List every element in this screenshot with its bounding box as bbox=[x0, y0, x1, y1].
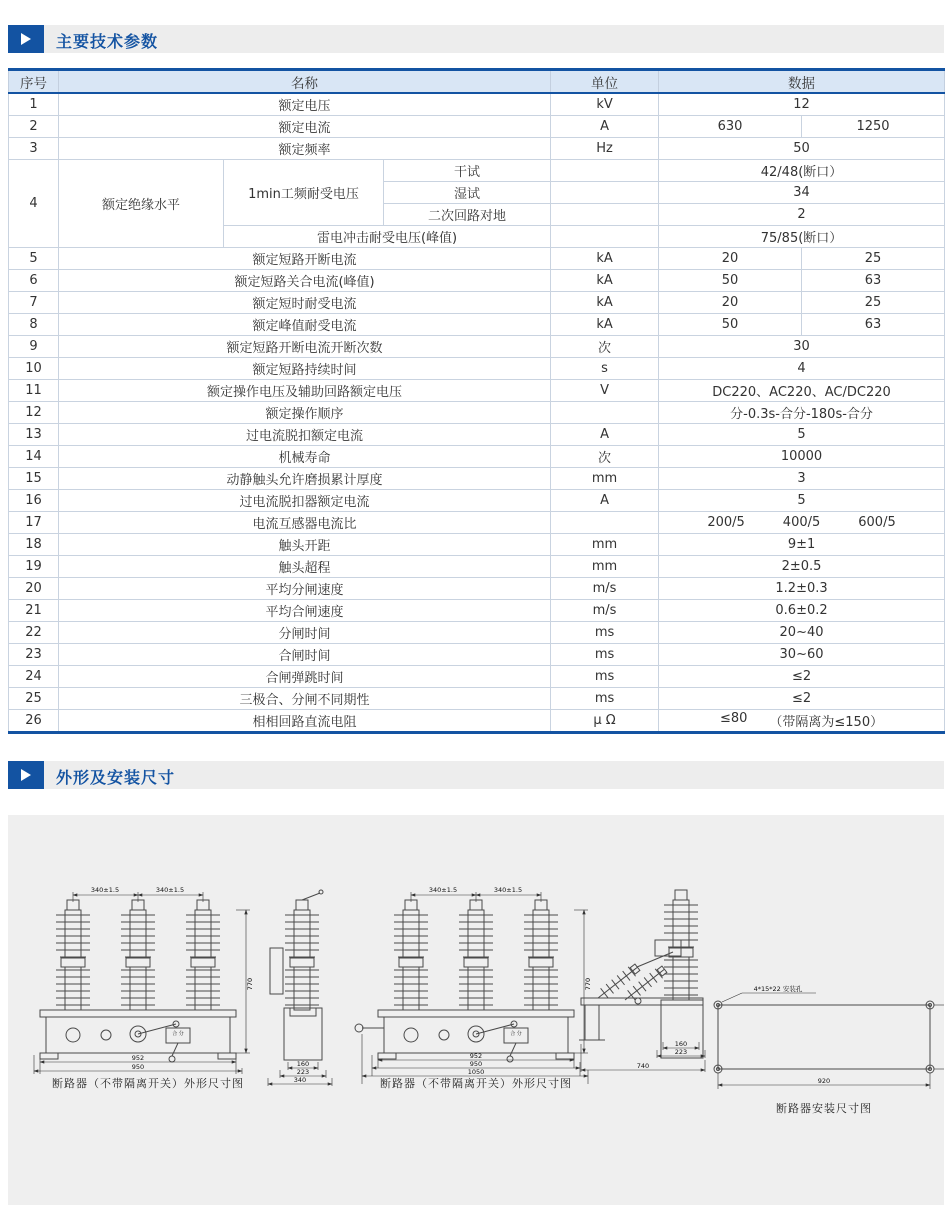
section-arrow-icon bbox=[8, 761, 44, 789]
cell-data-2: 25 bbox=[802, 248, 945, 270]
cell-data: 42/48(断口） bbox=[659, 160, 945, 182]
cell-no: 17 bbox=[9, 512, 59, 534]
insulator bbox=[186, 900, 220, 1010]
cell-data bbox=[659, 512, 945, 534]
table-row bbox=[9, 688, 945, 710]
cell-name: 额定短时耐受电流 bbox=[59, 292, 551, 314]
cell-name: 相相回路直流电阻 bbox=[59, 710, 551, 733]
cell-data-1: 20 bbox=[659, 292, 802, 314]
dim-label: 223 bbox=[674, 1048, 688, 1056]
cell-name: 额定峰值耐受电流 bbox=[59, 314, 551, 336]
dim-label-pole-spacing: 340±1.5 bbox=[90, 886, 120, 894]
cell-unit: kA bbox=[551, 248, 659, 270]
table-row bbox=[9, 358, 945, 380]
cell-data: 34 bbox=[659, 182, 945, 204]
dim-label-height: 770 bbox=[584, 977, 592, 991]
table-row bbox=[9, 600, 945, 622]
section-title: 主要技术参数 bbox=[56, 32, 159, 51]
cell-data: 1.2±0.3 bbox=[659, 578, 945, 600]
table-row bbox=[9, 160, 945, 182]
table-row bbox=[9, 336, 945, 358]
cell-name: 动静触头允许磨损累计厚度 bbox=[59, 468, 551, 490]
cell-no: 20 bbox=[9, 578, 59, 600]
drawing-front-view-2 bbox=[355, 886, 592, 1084]
cell-unit: A bbox=[551, 424, 659, 446]
table-row bbox=[9, 468, 945, 490]
cell-unit: s bbox=[551, 358, 659, 380]
table-row bbox=[9, 402, 945, 424]
cell-name: 额定短路持续时间 bbox=[59, 358, 551, 380]
cell-data: 9±1 bbox=[659, 534, 945, 556]
cell-name: 过电流脱扣器额定电流 bbox=[59, 490, 551, 512]
cell-no: 22 bbox=[9, 622, 59, 644]
dim-label: 340 bbox=[293, 1076, 307, 1084]
table-row bbox=[9, 138, 945, 160]
cell-no: 1 bbox=[9, 93, 59, 116]
insulator bbox=[394, 900, 428, 1010]
cell-name: 额定绝缘水平 bbox=[59, 160, 224, 248]
drawing-side-view-disconnector bbox=[579, 890, 705, 1072]
dim-label-width: 950 bbox=[469, 1060, 483, 1068]
ct-ratio-1: 200/5 bbox=[707, 515, 745, 530]
dimension-lines bbox=[581, 1040, 705, 1072]
dim-label: 740 bbox=[636, 1062, 650, 1070]
cell-unit: kA bbox=[551, 270, 659, 292]
cell-data: 5 bbox=[659, 490, 945, 512]
table-row bbox=[9, 380, 945, 402]
col-header-no: 序号 bbox=[9, 70, 59, 94]
cell-unit: m/s bbox=[551, 578, 659, 600]
cell-unit bbox=[551, 204, 659, 226]
mounting-hole-label: 4*15*22 安装孔 bbox=[753, 985, 803, 993]
dim-label-pole-spacing: 340±1.5 bbox=[155, 886, 185, 894]
table-row bbox=[9, 424, 945, 446]
cell-data: DC220、AC220、AC/DC220 bbox=[659, 380, 945, 402]
cell-data: 3 bbox=[659, 468, 945, 490]
table-row bbox=[9, 116, 945, 138]
section-header-dimensions bbox=[8, 761, 944, 789]
cell-unit: mm bbox=[551, 468, 659, 490]
indicator-label: 合 分 bbox=[510, 1031, 522, 1037]
cell-no: 24 bbox=[9, 666, 59, 688]
cell-name: 平均合闸速度 bbox=[59, 600, 551, 622]
cell-data: 2±0.5 bbox=[659, 556, 945, 578]
cell-name: 分闸时间 bbox=[59, 622, 551, 644]
disconnector-insulator bbox=[594, 962, 641, 1002]
col-header-data: 数据 bbox=[659, 70, 945, 94]
cell-name: 额定频率 bbox=[59, 138, 551, 160]
cell-name: 三极合、分闸不同期性 bbox=[59, 688, 551, 710]
col-header-name: 名称 bbox=[59, 70, 551, 94]
cell-name: 额定操作电压及辅助回路额定电压 bbox=[59, 380, 551, 402]
cell-no: 6 bbox=[9, 270, 59, 292]
cell-data-2: 25 bbox=[802, 292, 945, 314]
table-row bbox=[9, 556, 945, 578]
insulator bbox=[524, 900, 558, 1010]
drawing-caption-1: 断路器（不带隔离开关）外形尺寸图 bbox=[52, 1077, 244, 1090]
cell-subname-impulse: 雷电冲击耐受电压(峰值) bbox=[224, 226, 551, 248]
cell-subname-dry: 干试 bbox=[384, 160, 551, 182]
cell-data: 30 bbox=[659, 336, 945, 358]
table-header-row bbox=[9, 70, 945, 94]
cell-unit: 次 bbox=[551, 446, 659, 468]
cell-subname-powerfreq: 1min工频耐受电压 bbox=[224, 160, 384, 226]
cell-no: 15 bbox=[9, 468, 59, 490]
table-row bbox=[9, 512, 945, 534]
cell-data-2: 63 bbox=[802, 270, 945, 292]
dimension-drawings bbox=[8, 815, 944, 1205]
drawing-caption-3: 断路器安装尺寸图 bbox=[776, 1102, 872, 1115]
indicator-label: 合 分 bbox=[172, 1031, 184, 1037]
section-header-parameters bbox=[8, 25, 944, 53]
dim-label-width: 950 bbox=[131, 1063, 145, 1071]
cell-name: 额定短路开断电流 bbox=[59, 248, 551, 270]
cell-unit bbox=[551, 160, 659, 182]
dim-label-pole-spacing: 340±1.5 bbox=[428, 886, 458, 894]
cell-data bbox=[659, 710, 945, 733]
dimension-lines bbox=[268, 1060, 332, 1086]
cell-data: 50 bbox=[659, 138, 945, 160]
insulator bbox=[121, 900, 155, 1010]
cell-no: 7 bbox=[9, 292, 59, 314]
cell-no: 9 bbox=[9, 336, 59, 358]
cell-name: 平均分闸速度 bbox=[59, 578, 551, 600]
drawing-side-view-1 bbox=[268, 890, 332, 1086]
drawing-mounting-plan bbox=[714, 984, 944, 1089]
cell-data-1: 50 bbox=[659, 270, 802, 292]
cell-name: 合闸弹跳时间 bbox=[59, 666, 551, 688]
cell-data: 4 bbox=[659, 358, 945, 380]
cell-data: 20~40 bbox=[659, 622, 945, 644]
cell-no: 21 bbox=[9, 600, 59, 622]
table-row bbox=[9, 666, 945, 688]
cell-unit bbox=[551, 512, 659, 534]
cell-unit: A bbox=[551, 490, 659, 512]
cell-data: ≤2 bbox=[659, 666, 945, 688]
table-row bbox=[9, 270, 945, 292]
insulator bbox=[56, 900, 90, 1010]
cell-unit: ms bbox=[551, 644, 659, 666]
cell-name: 触头超程 bbox=[59, 556, 551, 578]
cell-no: 26 bbox=[9, 710, 59, 733]
cell-unit: mm bbox=[551, 534, 659, 556]
cell-unit: kA bbox=[551, 292, 659, 314]
cell-name: 过电流脱扣额定电流 bbox=[59, 424, 551, 446]
cell-no: 23 bbox=[9, 644, 59, 666]
cell-unit: ms bbox=[551, 666, 659, 688]
table-row bbox=[9, 578, 945, 600]
drawings-panel bbox=[8, 815, 944, 1205]
cell-no: 8 bbox=[9, 314, 59, 336]
cell-data: 2 bbox=[659, 204, 945, 226]
cell-unit: mm bbox=[551, 556, 659, 578]
cell-unit bbox=[551, 402, 659, 424]
cell-unit: m/s bbox=[551, 600, 659, 622]
table-row bbox=[9, 622, 945, 644]
cell-data: 30~60 bbox=[659, 644, 945, 666]
table-row bbox=[9, 314, 945, 336]
cell-unit: kA bbox=[551, 314, 659, 336]
table-row bbox=[9, 534, 945, 556]
dim-label: 160 bbox=[674, 1040, 688, 1048]
cell-data: 分-0.3s-合分-180s-合分 bbox=[659, 402, 945, 424]
cell-data-1: 630 bbox=[659, 116, 802, 138]
cell-no: 2 bbox=[9, 116, 59, 138]
section-title: 外形及安装尺寸 bbox=[56, 768, 176, 787]
play-triangle-icon bbox=[21, 33, 31, 45]
cell-no: 3 bbox=[9, 138, 59, 160]
cell-unit: A bbox=[551, 116, 659, 138]
cell-no: 18 bbox=[9, 534, 59, 556]
cell-unit bbox=[551, 226, 659, 248]
cell-unit: kV bbox=[551, 93, 659, 116]
dim-label-width: 952 bbox=[131, 1054, 145, 1062]
dim-label: 223 bbox=[296, 1068, 310, 1076]
cell-data-2: 1250 bbox=[802, 116, 945, 138]
dimension-lines bbox=[718, 984, 944, 1089]
cell-no: 5 bbox=[9, 248, 59, 270]
table-row bbox=[9, 248, 945, 270]
cell-data: 75/85(断口） bbox=[659, 226, 945, 248]
cell-unit bbox=[551, 182, 659, 204]
cell-no: 4 bbox=[9, 160, 59, 248]
dim-label-pole-spacing: 340±1.5 bbox=[493, 886, 523, 894]
cell-data: 0.6±0.2 bbox=[659, 600, 945, 622]
cell-data-1: 20 bbox=[659, 248, 802, 270]
cell-name: 额定电压 bbox=[59, 93, 551, 116]
cell-name: 额定操作顺序 bbox=[59, 402, 551, 424]
cell-no: 16 bbox=[9, 490, 59, 512]
cell-unit: ms bbox=[551, 688, 659, 710]
cell-no: 13 bbox=[9, 424, 59, 446]
cell-subname-wet: 湿试 bbox=[384, 182, 551, 204]
dim-label-width: 1050 bbox=[467, 1068, 485, 1076]
cell-name: 额定短路关合电流(峰值) bbox=[59, 270, 551, 292]
insulator bbox=[285, 900, 319, 1010]
ct-ratio-2: 400/5 bbox=[782, 515, 821, 530]
cell-data: 12 bbox=[659, 93, 945, 116]
cell-name: 电流互感器电流比 bbox=[59, 512, 551, 534]
play-triangle-icon bbox=[21, 769, 31, 781]
cell-no: 14 bbox=[9, 446, 59, 468]
cell-name: 触头开距 bbox=[59, 534, 551, 556]
cell-data-1: 50 bbox=[659, 314, 802, 336]
cell-data: ≤2 bbox=[659, 688, 945, 710]
cell-unit: V bbox=[551, 380, 659, 402]
cell-data: 5 bbox=[659, 424, 945, 446]
cell-data: 10000 bbox=[659, 446, 945, 468]
cell-name: 合闸时间 bbox=[59, 644, 551, 666]
section-arrow-icon bbox=[8, 25, 44, 53]
drawing-front-view-1 bbox=[34, 886, 254, 1074]
cell-data-2: 63 bbox=[802, 314, 945, 336]
cell-no: 10 bbox=[9, 358, 59, 380]
disconnector-insulator bbox=[621, 964, 668, 1004]
cell-name: 机械寿命 bbox=[59, 446, 551, 468]
resistance-value: ≤80 bbox=[719, 711, 748, 726]
table-row bbox=[9, 93, 945, 116]
cell-no: 11 bbox=[9, 380, 59, 402]
cell-no: 25 bbox=[9, 688, 59, 710]
dim-label-width: 952 bbox=[469, 1052, 483, 1060]
cell-unit: 次 bbox=[551, 336, 659, 358]
table-row bbox=[9, 644, 945, 666]
insulator bbox=[459, 900, 493, 1010]
dim-label-height: 770 bbox=[246, 977, 254, 991]
dim-label: 160 bbox=[296, 1060, 310, 1068]
cell-subname-secondary: 二次回路对地 bbox=[384, 204, 551, 226]
ct-ratio-3: 600/5 bbox=[858, 515, 896, 530]
cell-no: 12 bbox=[9, 402, 59, 424]
cell-unit: Hz bbox=[551, 138, 659, 160]
cell-unit: ms bbox=[551, 622, 659, 644]
cell-unit: μ Ω bbox=[551, 710, 659, 733]
dim-label-width: 920 bbox=[817, 1077, 831, 1085]
cell-no: 19 bbox=[9, 556, 59, 578]
table-row bbox=[9, 490, 945, 512]
parameters-table bbox=[8, 68, 945, 734]
col-header-unit: 单位 bbox=[551, 70, 659, 94]
table-row bbox=[9, 710, 945, 733]
drawing-caption-2: 断路器（不带隔离开关）外形尺寸图 bbox=[380, 1077, 572, 1090]
cell-name: 额定短路开断电流开断次数 bbox=[59, 336, 551, 358]
cell-name: 额定电流 bbox=[59, 116, 551, 138]
table-row bbox=[9, 292, 945, 314]
resistance-note: （带隔离为≤150） bbox=[769, 715, 884, 730]
table-row bbox=[9, 446, 945, 468]
